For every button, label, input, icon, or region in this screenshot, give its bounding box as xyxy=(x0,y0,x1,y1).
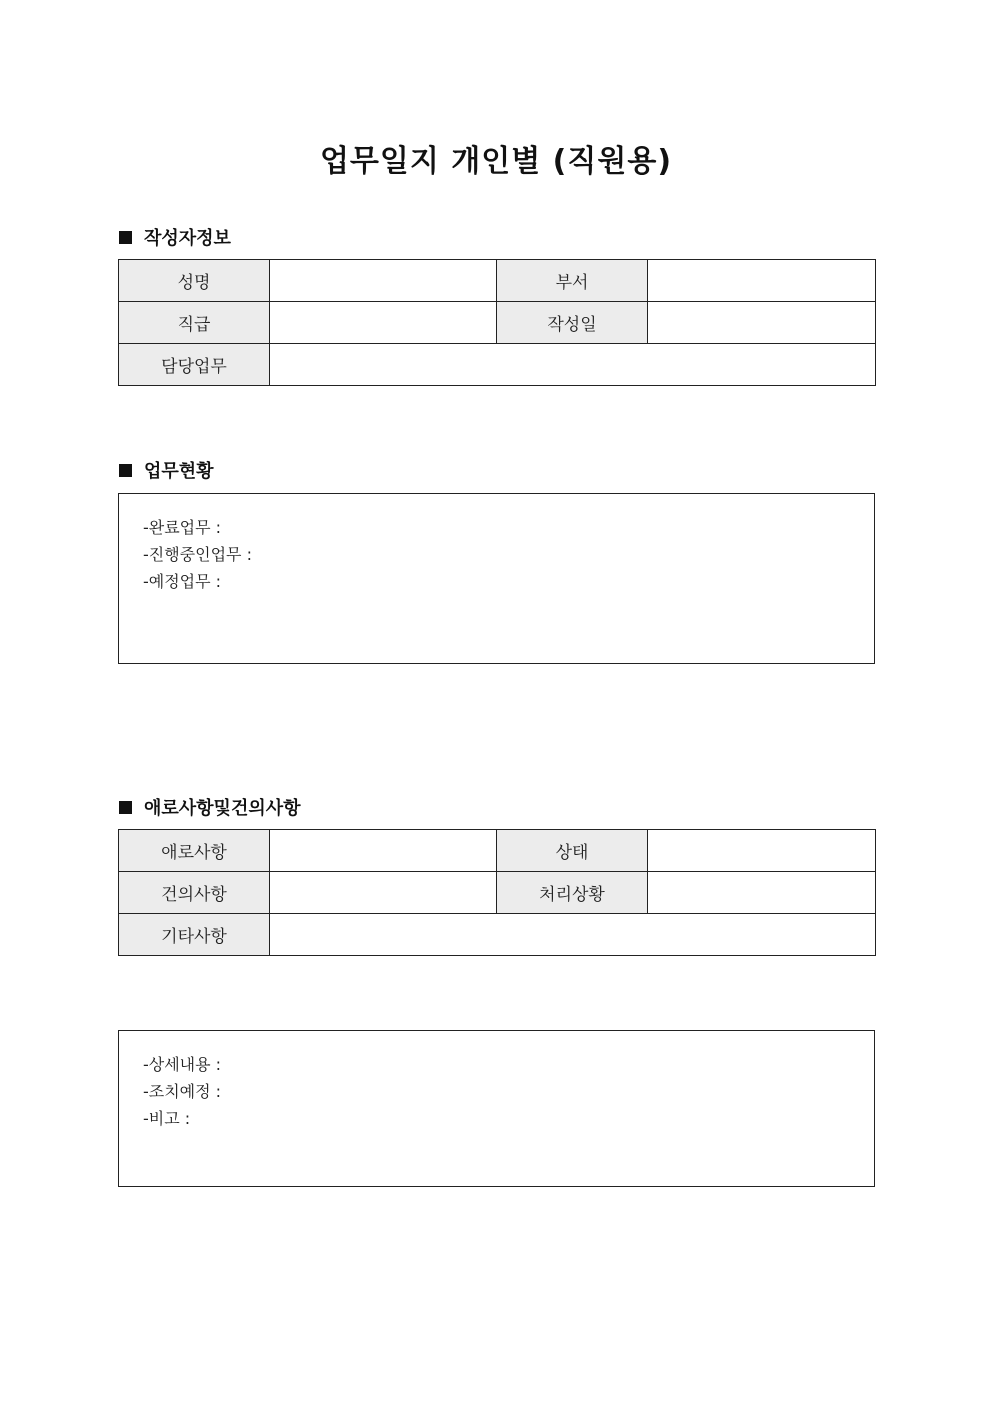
table-row xyxy=(119,914,876,956)
section-heading-issues xyxy=(119,794,301,820)
label-position: 직급 xyxy=(119,302,270,344)
detail-line-remarks: -비고 : xyxy=(143,1109,191,1128)
square-bullet-icon xyxy=(119,464,132,477)
field-difficulties[interactable] xyxy=(270,830,497,872)
square-bullet-icon xyxy=(119,801,132,814)
label-date: 작성일 xyxy=(497,302,648,344)
field-state[interactable] xyxy=(648,830,876,872)
table-row xyxy=(119,872,876,914)
field-duty[interactable] xyxy=(270,344,876,386)
field-suggestions[interactable] xyxy=(270,872,497,914)
status-line-completed: -완료업무 : xyxy=(143,518,222,537)
table-row xyxy=(119,260,876,302)
table-row xyxy=(119,830,876,872)
field-position[interactable] xyxy=(270,302,497,344)
section-heading-label: 작성자정보 xyxy=(144,228,231,249)
field-other[interactable] xyxy=(270,914,876,956)
label-state: 상태 xyxy=(497,830,648,872)
label-suggestions: 건의사항 xyxy=(119,872,270,914)
section-heading-label: 애로사항및건의사항 xyxy=(144,798,301,819)
table-row xyxy=(119,344,876,386)
work-status-box[interactable] xyxy=(118,493,875,664)
label-department: 부서 xyxy=(497,260,648,302)
label-duty: 담당업무 xyxy=(119,344,270,386)
field-department[interactable] xyxy=(648,260,876,302)
label-other: 기타사항 xyxy=(119,914,270,956)
issues-table xyxy=(118,829,876,956)
detail-line-action: -조치예정 : xyxy=(143,1082,222,1101)
square-bullet-icon xyxy=(119,231,132,244)
field-processing[interactable] xyxy=(648,872,876,914)
status-line-in-progress: -진행중인업무 : xyxy=(143,545,252,564)
label-processing: 처리상황 xyxy=(497,872,648,914)
table-row xyxy=(119,302,876,344)
status-line-planned: -예정업무 : xyxy=(143,572,222,591)
page-title: 업무일지 개인별 (직원용) xyxy=(319,144,673,179)
section-heading-work-status xyxy=(119,457,214,483)
section-heading-label: 업무현황 xyxy=(144,461,214,482)
details-box[interactable] xyxy=(118,1030,875,1187)
label-difficulties: 애로사항 xyxy=(119,830,270,872)
field-name[interactable] xyxy=(270,260,497,302)
label-name: 성명 xyxy=(119,260,270,302)
field-date[interactable] xyxy=(648,302,876,344)
detail-line-content: -상세내용 : xyxy=(143,1055,222,1074)
section-heading-writer-info xyxy=(119,224,231,250)
writer-info-table xyxy=(118,259,876,386)
